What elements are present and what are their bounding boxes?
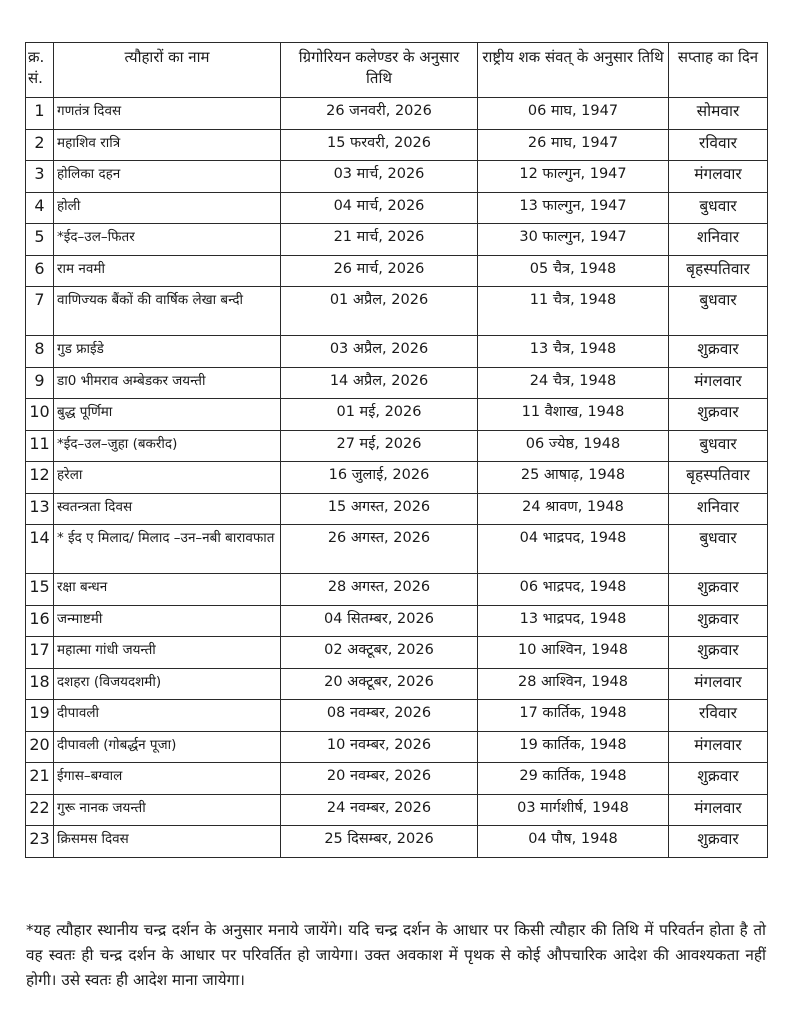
table-row: [26, 668, 768, 700]
header-gregorian-date: ग्रिगोरियन कलेण्डर के अनुसार तिथि: [281, 43, 478, 98]
festival-name-cell: ईगास–बग्वाल: [54, 763, 281, 795]
weekday-cell: शुक्रवार: [669, 826, 768, 858]
weekday-cell: मंगलवार: [669, 794, 768, 826]
shaka-date-cell: 11 वैशाख, 1948: [478, 399, 669, 431]
serial-number-cell: 22: [26, 794, 54, 826]
shaka-date-cell: 25 आषाढ़, 1948: [478, 462, 669, 494]
table-row: [26, 763, 768, 795]
shaka-date-cell: 12 फाल्गुन, 1947: [478, 161, 669, 193]
festival-name-cell: गणतंत्र दिवस: [54, 98, 281, 130]
shaka-date-cell: 06 माघ, 1947: [478, 98, 669, 130]
shaka-date-cell: 17 कार्तिक, 1948: [478, 700, 669, 732]
weekday-cell: शुक्रवार: [669, 763, 768, 795]
table-row: [26, 399, 768, 431]
serial-number-cell: 10: [26, 399, 54, 431]
festival-name-cell: *ईद–उल–जुहा (बकरीद): [54, 430, 281, 462]
gregorian-date-cell: 01 मई, 2026: [281, 399, 478, 431]
weekday-cell: बुधवार: [669, 525, 768, 574]
festival-name-cell: होली: [54, 192, 281, 224]
gregorian-date-cell: 02 अक्टूबर, 2026: [281, 637, 478, 669]
table-row: [26, 367, 768, 399]
serial-number-cell: 15: [26, 574, 54, 606]
serial-number-cell: 12: [26, 462, 54, 494]
serial-number-cell: 7: [26, 287, 54, 336]
header-row: [26, 43, 768, 98]
shaka-date-cell: 11 चैत्र, 1948: [478, 287, 669, 336]
serial-number-cell: 16: [26, 605, 54, 637]
serial-number-cell: 4: [26, 192, 54, 224]
gregorian-date-cell: 26 मार्च, 2026: [281, 255, 478, 287]
festival-name-cell: * ईद ए मिलाद/ मिलाद –उन–नबी बारावफात: [54, 525, 281, 574]
serial-number-cell: 3: [26, 161, 54, 193]
gregorian-date-cell: 04 मार्च, 2026: [281, 192, 478, 224]
gregorian-date-cell: 28 अगस्त, 2026: [281, 574, 478, 606]
weekday-cell: मंगलवार: [669, 731, 768, 763]
table-row: [26, 700, 768, 732]
serial-number-cell: 17: [26, 637, 54, 669]
festival-name-cell: गुरू नानक जयन्ती: [54, 794, 281, 826]
serial-number-cell: 6: [26, 255, 54, 287]
shaka-date-cell: 29 कार्तिक, 1948: [478, 763, 669, 795]
gregorian-date-cell: 26 अगस्त, 2026: [281, 525, 478, 574]
festival-name-cell: होलिका दहन: [54, 161, 281, 193]
gregorian-date-cell: 03 मार्च, 2026: [281, 161, 478, 193]
shaka-date-cell: 06 ज्येष्ठ, 1948: [478, 430, 669, 462]
gregorian-date-cell: 15 फरवरी, 2026: [281, 129, 478, 161]
table-row: [26, 224, 768, 256]
gregorian-date-cell: 27 मई, 2026: [281, 430, 478, 462]
serial-number-cell: 9: [26, 367, 54, 399]
shaka-date-cell: 26 माघ, 1947: [478, 129, 669, 161]
serial-number-cell: 19: [26, 700, 54, 732]
weekday-cell: मंगलवार: [669, 161, 768, 193]
shaka-date-cell: 10 आश्विन, 1948: [478, 637, 669, 669]
header-weekday: सप्ताह का दिन: [669, 43, 768, 98]
festival-name-cell: स्वतन्त्रता दिवस: [54, 493, 281, 525]
festival-name-cell: जन्माष्टमी: [54, 605, 281, 637]
table-row: [26, 731, 768, 763]
shaka-date-cell: 24 श्रावण, 1948: [478, 493, 669, 525]
shaka-date-cell: 03 मार्गशीर्ष, 1948: [478, 794, 669, 826]
festival-name-cell: दीपावली: [54, 700, 281, 732]
table-row: [26, 462, 768, 494]
weekday-cell: शुक्रवार: [669, 637, 768, 669]
gregorian-date-cell: 04 सितम्बर, 2026: [281, 605, 478, 637]
festival-name-cell: महात्मा गांधी जयन्ती: [54, 637, 281, 669]
festival-name-cell: रक्षा बन्धन: [54, 574, 281, 606]
serial-number-cell: 1: [26, 98, 54, 130]
festival-name-cell: दशहरा (विजयदशमी): [54, 668, 281, 700]
footnote: *यह त्यौहार स्थानीय चन्द्र दर्शन के अनुसार मनाये जायेंगे। यदि चन्द्र दर्शन के आधार पर किसी त्यौहार की तिथि में परिवर्तन होता है तो वह स्वतः ही चन्द्र दर्शन के आधार पर परिवर्तित हो जायेगा। उक्त अवकाश में पृथक से कोई औपचारिक आदेश की आवश्यकता नहीं होगी। उसे स्वतः ही आदेश माना जायेगा।: [26, 921, 766, 990]
shaka-date-cell: 06 भाद्रपद, 1948: [478, 574, 669, 606]
weekday-cell: सोमवार: [669, 98, 768, 130]
table-row: [26, 493, 768, 525]
serial-number-cell: 18: [26, 668, 54, 700]
festival-name-cell: बुद्ध पूर्णिमा: [54, 399, 281, 431]
festival-name-cell: गुड फ्राईडे: [54, 336, 281, 368]
gregorian-date-cell: 16 जुलाई, 2026: [281, 462, 478, 494]
weekday-cell: बुधवार: [669, 430, 768, 462]
weekday-cell: बुधवार: [669, 287, 768, 336]
header-serial-number: क्र. सं.: [26, 43, 54, 98]
table-row: [26, 336, 768, 368]
serial-number-cell: 13: [26, 493, 54, 525]
table-row: [26, 430, 768, 462]
weekday-cell: बुधवार: [669, 192, 768, 224]
table-row: [26, 637, 768, 669]
serial-number-cell: 20: [26, 731, 54, 763]
shaka-date-cell: 19 कार्तिक, 1948: [478, 731, 669, 763]
table-row: [26, 525, 768, 574]
festival-name-cell: डा0 भीमराव अम्बेडकर जयन्ती: [54, 367, 281, 399]
table-row: [26, 255, 768, 287]
serial-number-cell: 11: [26, 430, 54, 462]
weekday-cell: रविवार: [669, 129, 768, 161]
weekday-cell: शुक्रवार: [669, 574, 768, 606]
shaka-date-cell: 13 भाद्रपद, 1948: [478, 605, 669, 637]
serial-number-cell: 23: [26, 826, 54, 858]
weekday-cell: शनिवार: [669, 493, 768, 525]
gregorian-date-cell: 01 अप्रैल, 2026: [281, 287, 478, 336]
gregorian-date-cell: 03 अप्रैल, 2026: [281, 336, 478, 368]
gregorian-date-cell: 20 अक्टूबर, 2026: [281, 668, 478, 700]
festival-name-cell: महाशिव रात्रि: [54, 129, 281, 161]
header-festival-name: त्यौहारों का नाम: [54, 43, 281, 98]
table-row: [26, 287, 768, 336]
gregorian-date-cell: 24 नवम्बर, 2026: [281, 794, 478, 826]
table-row: [26, 574, 768, 606]
gregorian-date-cell: 20 नवम्बर, 2026: [281, 763, 478, 795]
shaka-date-cell: 13 चैत्र, 1948: [478, 336, 669, 368]
gregorian-date-cell: 10 नवम्बर, 2026: [281, 731, 478, 763]
festival-name-cell: हरेला: [54, 462, 281, 494]
serial-number-cell: 8: [26, 336, 54, 368]
festival-name-cell: क्रिसमस दिवस: [54, 826, 281, 858]
table-row: [26, 826, 768, 858]
weekday-cell: शनिवार: [669, 224, 768, 256]
table-row: [26, 192, 768, 224]
weekday-cell: बृहस्पतिवार: [669, 255, 768, 287]
shaka-date-cell: 24 चैत्र, 1948: [478, 367, 669, 399]
gregorian-date-cell: 26 जनवरी, 2026: [281, 98, 478, 130]
festival-name-cell: राम नवमी: [54, 255, 281, 287]
table-row: [26, 98, 768, 130]
gregorian-date-cell: 15 अगस्त, 2026: [281, 493, 478, 525]
festival-name-cell: दीपावली (गोबर्द्धन पूजा): [54, 731, 281, 763]
header-shaka-date: राष्ट्रीय शक संवत् के अनुसार तिथि: [478, 43, 669, 98]
gregorian-date-cell: 21 मार्च, 2026: [281, 224, 478, 256]
table-row: [26, 605, 768, 637]
shaka-date-cell: 05 चैत्र, 1948: [478, 255, 669, 287]
holiday-rows: [26, 98, 768, 858]
weekday-cell: शुक्रवार: [669, 605, 768, 637]
weekday-cell: शुक्रवार: [669, 336, 768, 368]
serial-number-cell: 2: [26, 129, 54, 161]
weekday-cell: बृहस्पतिवार: [669, 462, 768, 494]
weekday-cell: रविवार: [669, 700, 768, 732]
serial-number-cell: 5: [26, 224, 54, 256]
serial-number-cell: 21: [26, 763, 54, 795]
festival-name-cell: वाणिज्यक बैंकों की वार्षिक लेखा बन्दी: [54, 287, 281, 336]
gregorian-date-cell: 25 दिसम्बर, 2026: [281, 826, 478, 858]
holiday-table: [25, 42, 768, 858]
shaka-date-cell: 13 फाल्गुन, 1947: [478, 192, 669, 224]
weekday-cell: शुक्रवार: [669, 399, 768, 431]
festival-name-cell: *ईद–उल–फितर: [54, 224, 281, 256]
gregorian-date-cell: 08 नवम्बर, 2026: [281, 700, 478, 732]
shaka-date-cell: 04 पौष, 1948: [478, 826, 669, 858]
shaka-date-cell: 28 आश्विन, 1948: [478, 668, 669, 700]
weekday-cell: मंगलवार: [669, 367, 768, 399]
shaka-date-cell: 04 भाद्रपद, 1948: [478, 525, 669, 574]
table-row: [26, 794, 768, 826]
weekday-cell: मंगलवार: [669, 668, 768, 700]
serial-number-cell: 14: [26, 525, 54, 574]
shaka-date-cell: 30 फाल्गुन, 1947: [478, 224, 669, 256]
table-row: [26, 129, 768, 161]
table-row: [26, 161, 768, 193]
gregorian-date-cell: 14 अप्रैल, 2026: [281, 367, 478, 399]
